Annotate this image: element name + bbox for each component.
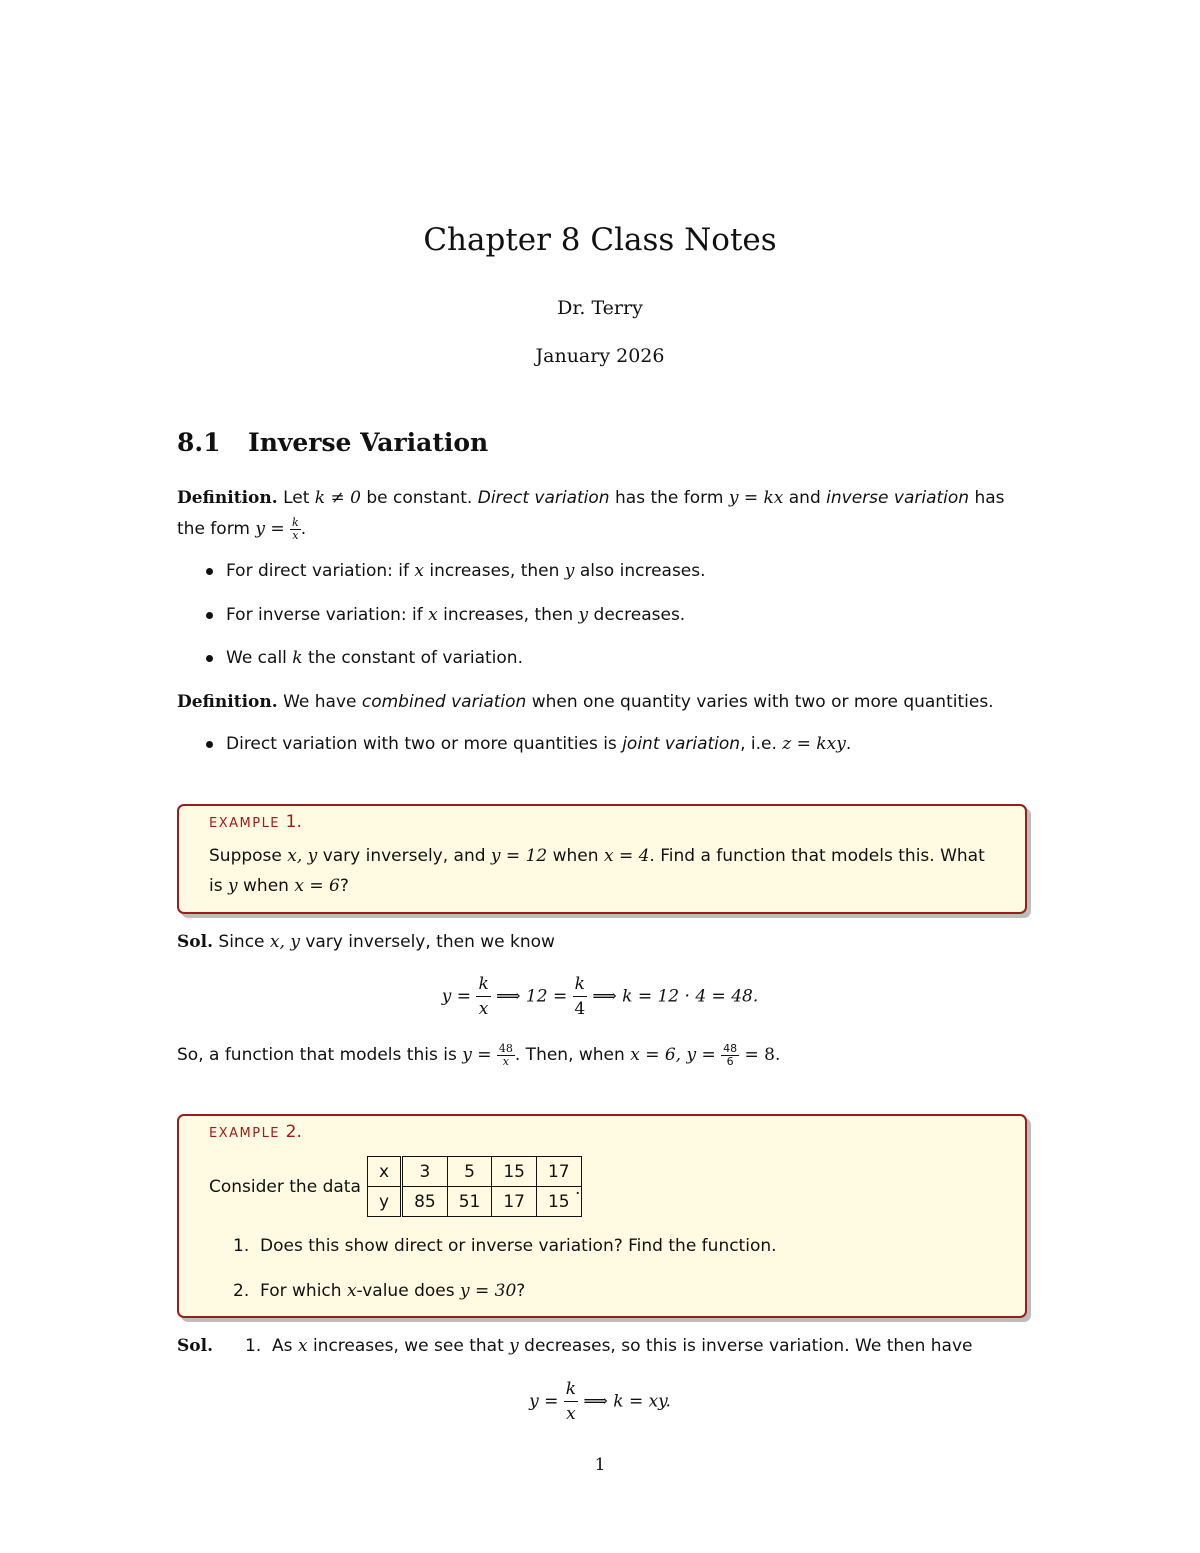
solution-1-intro: Sol. Since x, y vary inversely, then we know	[177, 932, 555, 952]
solution-1-conclusion: So, a function that models this is y = $\frac{48}{x}$ . Then, when x = 6, y = $\frac{48}{6}$ = 8.	[177, 1041, 781, 1068]
solution-2-equation: y = $\frac{k}{x}$ ⟹ k = xy.	[529, 1379, 671, 1424]
definition-label: Definition.	[177, 692, 278, 712]
example-2-intro: Consider the data	[209, 1177, 361, 1197]
solution-2-item-1: 1. As x increases, we see that y decreases, so this is inverse variation. We then have	[245, 1336, 973, 1356]
definition-direct-inverse-line2: the form y = $\frac{k}{x}$ .	[177, 515, 307, 542]
example-1-text-line1: Suppose x, y vary inversely, and y = 12 when x = 4. Find a function that models this. What	[209, 846, 985, 866]
example-2-label: EXAMPLE 2.	[209, 1122, 302, 1142]
table-cell: 3	[402, 1157, 448, 1187]
table-cell: 17	[536, 1157, 581, 1187]
document-date: January 2026	[535, 345, 665, 367]
term-combined-variation: combined variation	[361, 692, 527, 712]
example-1-box	[177, 804, 1027, 914]
fraction-k-over-4: $\frac{k}{4}$	[574, 974, 586, 1019]
bullet-dot	[206, 568, 213, 575]
term-direct-variation: Direct variation	[477, 488, 610, 508]
example-2-question-2: 2. For which x-value does y = 30?	[233, 1281, 526, 1301]
document-title: Chapter 8 Class Notes	[423, 222, 777, 258]
solution-2-label: Sol.	[177, 1336, 213, 1356]
bullet-dot	[206, 741, 213, 748]
table-cell: 85	[402, 1187, 448, 1217]
table-cell: 51	[447, 1187, 492, 1217]
example-2-question-1: 1. Does this show direct or inverse variation? Find the function.	[233, 1236, 777, 1256]
table-cell: 15	[536, 1187, 581, 1217]
term-inverse-variation: inverse variation	[826, 488, 970, 508]
example-2-box	[177, 1114, 1027, 1318]
definition-direct-inverse-line1: Definition. Let k ≠ 0 be constant. Direct variation has the form y = kx and inverse variation has	[177, 488, 1005, 508]
fraction-k-over-x: $\frac{k}{x}$	[478, 974, 489, 1019]
table-cell: 15	[492, 1157, 537, 1187]
fraction-48-over-x: $\frac{48}{x}$	[498, 1041, 513, 1068]
page-number: 1	[594, 1455, 606, 1475]
table-header-x: x	[368, 1157, 402, 1187]
table-cell: 5	[447, 1157, 492, 1187]
fraction-k-over-x: $\frac{k}{x}$	[565, 1379, 577, 1424]
example-2-data-table	[367, 1156, 582, 1217]
bullet-dot	[206, 612, 213, 619]
example-2-table-trail: .	[575, 1179, 581, 1199]
bullet-dot	[206, 655, 213, 662]
table-row-x	[368, 1157, 582, 1187]
definition-combined-variation: Definition. We have combined variation when one quantity varies with two or more quantities.	[177, 692, 994, 712]
solution-1-equation: y = $\frac{k}{x}$ ⟹ 12 = $\frac{k}{4}$ ⟹ k = 12 · 4 = 48.	[441, 974, 759, 1019]
document-author: Dr. Terry	[557, 297, 643, 319]
fraction-k-over-x: $\frac{k}{x}$	[292, 515, 299, 542]
table-header-y: y	[368, 1187, 402, 1217]
definition-label: Definition.	[177, 488, 278, 508]
example-1-text-line2: is y when x = 6?	[209, 876, 349, 896]
term-joint-variation: joint variation	[622, 734, 741, 754]
fraction-48-over-6: $\frac{48}{6}$	[723, 1041, 738, 1068]
section-number: 8.1	[177, 428, 221, 457]
example-1-label: EXAMPLE 1.	[209, 812, 302, 832]
table-cell: 17	[492, 1187, 537, 1217]
solution-label: Sol.	[177, 932, 213, 952]
section-title: Inverse Variation	[248, 428, 489, 457]
table-row-y	[368, 1187, 582, 1217]
